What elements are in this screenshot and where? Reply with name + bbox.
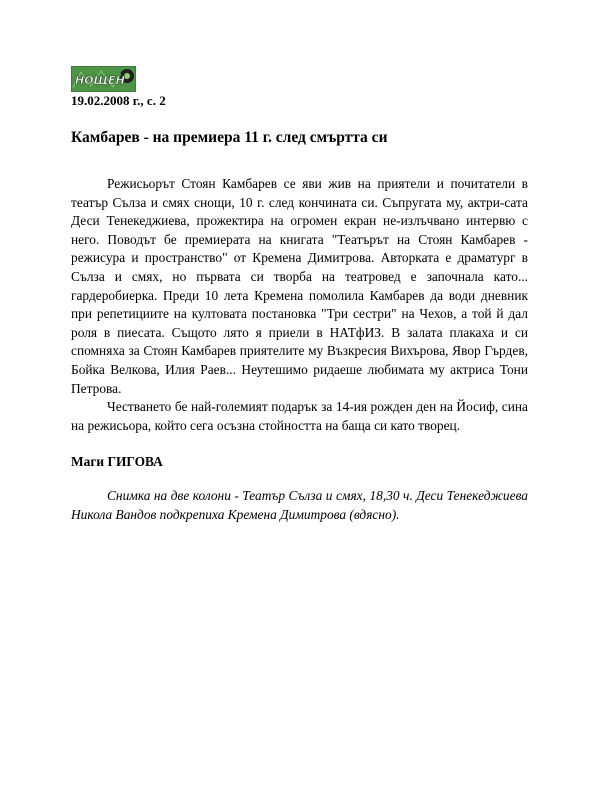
document-page xyxy=(71,66,528,525)
paragraph: Режисьорът Стоян Камбарев се яви жив на приятели и почитатели в театър Сълза и смях снощи, 10 г. след кончината си. Съпругата му, актри-сата Деси Тенекеджиева, прожектира на огромен екран не-излъчвано интервю с него. Поводът бе премиерата на книгата "Театърът на Стоян Камбарев - режисура и пространство" от Кремена Димитрова. Авторката е драматург в Сълза и смях, но първата си творба на театровед е започнала като... гардеробиерка. Преди 10 лета Кремена помолила Камбарев да води дневник при репетициите на култовата постановка "Три сестри" на Чехов, а той й дал роля в пиесата. Същото лято я приели в НАТфИЗ. В залата плакаха и си спомняха за Стоян Камбарев приятелите му Възкресия Вихърова, Явор Гърдев, Бойка Велкова, Илия Раев... Неутешимо ридаеше любимата му актриса Тони Петрова. xyxy=(71,176,528,396)
article-author: Маги ГИГОВА xyxy=(71,454,163,470)
photo-caption: Снимка на две колони - Театър Сълза и смях, 18,30 ч. Деси Тенекеджиева Никола Вандов подкрепиха Кремена Димитрова (вдясно). xyxy=(71,488,528,522)
article-title: Камбарев - на премиера 11 г. след смъртта си xyxy=(71,129,388,146)
newspaper-logo xyxy=(71,66,136,92)
logo-text: НОЩЕН xyxy=(75,74,125,87)
article-body xyxy=(71,175,528,435)
paragraph: Честването бе най-големият подарък за 14-ия рожден ден на Йосиф, сина на режисьора, който сега осъзна стойността на баща си като творец. xyxy=(71,399,528,433)
source-line: 19.02.2008 г., с. 2 xyxy=(71,93,166,108)
